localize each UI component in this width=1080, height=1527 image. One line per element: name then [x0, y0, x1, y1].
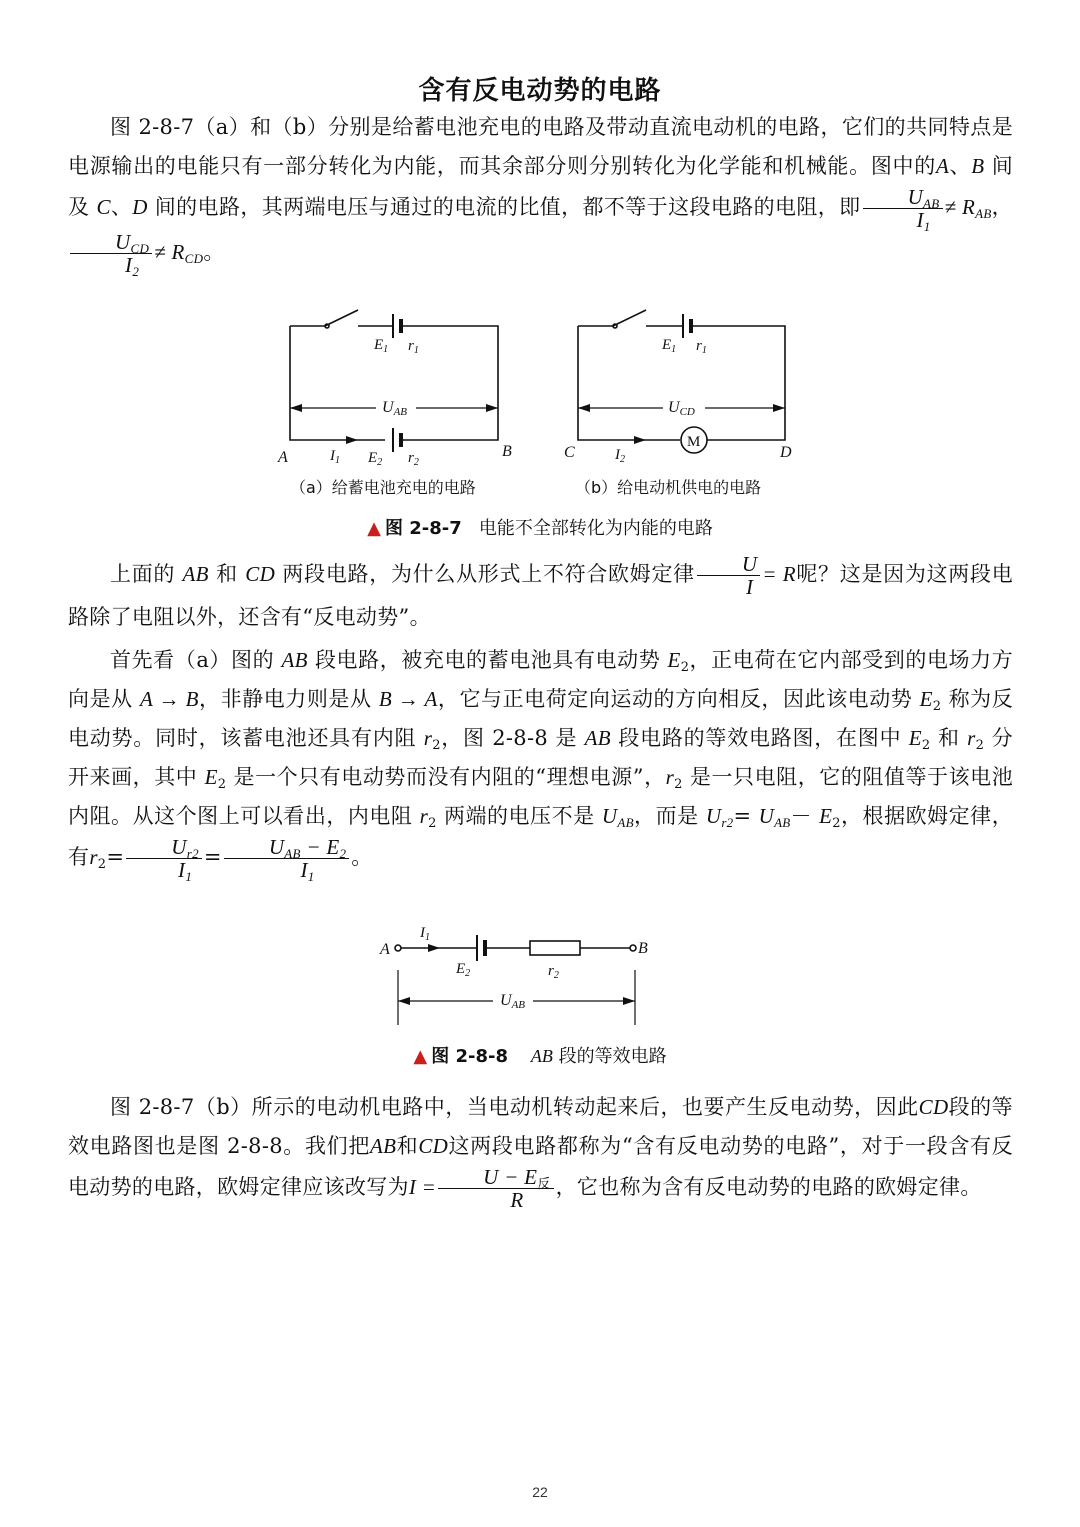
fig1a-E2: $E_2$ [368, 450, 383, 468]
fig1a-I1: $I_1$ [330, 448, 340, 466]
motor-label: M [687, 434, 701, 450]
paragraph-4: 图 2-8-7（b）所示的电动机电路中，当电动机转动起来后，也要产生反电动势，因此CD段的等效电路图也是图 2-8-8。我们把AB和CD这两段电路都称为“含有反电动势的电路”，对于一段含有反电动势的电路，欧姆定律应该改写为I = $\frac{U - E_反}{R}$ ，它也称为含有反电动势的电路的欧姆定律。 [68, 1095, 1013, 1212]
fig1b-I2: $I_2$ [615, 447, 625, 465]
fig1a-U: UAB [382, 399, 408, 418]
neq-rcd: ≠ R [154, 240, 185, 264]
fig2-E2: $E_2$ [456, 961, 471, 979]
fig1a-A: A [278, 449, 288, 466]
fig2-A: A [380, 941, 390, 958]
para1-text-b: 间的电路，其两端电压与通过的电流的比值，都不等于这段电路的电阻，即 [147, 195, 861, 219]
sep: 、 [949, 154, 972, 178]
fig1b-E1: $E_1$ [662, 337, 677, 355]
fig1b-D: D [780, 444, 792, 461]
page-number: 22 [532, 1484, 548, 1500]
fig1a-r1: $r_1$ [408, 338, 419, 356]
paragraph-3: 首先看（a）图的 AB 段电路，被充电的蓄电池具有电动势 $E_2$，正电荷在它内部受到的电场力方向是从 A → B，非静电力则是从 B → A，它与正电荷定向运动的方向相反，因此该电动势 $E_2$ 称为反电动势。同时，该蓄电池还具有内阻 $r_2$，图 2-8-8 是 AB 段电路的等效电路图，在图中 $E_2$ 和 $r_2$ 分开来画，其中 $E_2$ 是一个只有电动势而没有内阻的“理想电源”，$r_2$ 是一只电阻，它的阻值等于该电池内阻。从这个图上可以看出，内电阻 $r_2$ 两端的电压不是 $U_{AB}$，而是 $U_{r2}= U_{AB}- E_2$，根据欧姆定律，有$r_2=$ $\frac{U_{r2}}{I_1}$ = $\frac{U_{AB} - E_2}{I_1}$ 。 [68, 648, 1014, 884]
para1-mid: 间及 [68, 154, 1014, 219]
figure-2-8-7 [270, 300, 810, 510]
fraction-u-e-r: $\frac{U - E_反}{R}$ [438, 1166, 553, 1211]
label-C: C [96, 195, 111, 219]
fig1a-B: B [502, 443, 512, 460]
current-arrow-a [346, 436, 358, 444]
figure-2-8-8-caption: ▲ 图 2-8-8 AB 段的等效电路 [413, 1046, 667, 1067]
fraction-ucd-i2: $\frac{U_{CD}}{I_2}$ [70, 231, 152, 276]
fraction-ur2-i1: $\frac{U_{r2}}{I_1}$ [126, 836, 202, 881]
fig1a-r2: $r_2$ [408, 450, 419, 468]
fig2-B: B [638, 940, 648, 957]
current-arrow-2 [428, 944, 440, 952]
fraction-u-i: $\frac{U}{I}$ [697, 553, 760, 598]
fig1b-r1: $r_1$ [696, 338, 707, 356]
switch-b [613, 310, 646, 326]
fig1b-U: UCD [668, 399, 695, 418]
fraction-uab-e2-i1: $\frac{U_{AB} - E_2}{I_1}$ [224, 836, 349, 881]
triangle-icon: ▲ [413, 1046, 428, 1067]
resistor-r2 [530, 941, 580, 955]
para1-text-a: 图 2-8-7（a）和（b）分别是给蓄电池充电的电路及带动直流电动机的电路，它们的共同特点是电源输出的电能只有一部分转化为内能，而其余部分则分别转化为化学能和机械能。图中的 [68, 115, 1013, 178]
neq-rab: ≠ R [944, 195, 976, 219]
figure-2-8-8 [370, 915, 680, 1030]
label-D: D [132, 195, 148, 219]
fig2-U: UAB [500, 992, 526, 1011]
fraction-uab-i1: $\frac{U_{AB}}{I_1}$ [863, 186, 943, 231]
figure-2-8-7-caption: ▲ 图 2-8-7 电能不全部转化为内能的电路 [367, 518, 713, 539]
fig2-r2: $r_2$ [548, 963, 559, 981]
label-B: B [971, 154, 985, 178]
fig2-I1: $I_1$ [420, 925, 430, 943]
switch-a [325, 310, 358, 326]
paragraph-2: 上面的 AB 和 CD 两段电路，为什么从形式上不符合欧姆定律 $\frac{U}{I}$ = R呢？这是因为这两段电路除了电阻以外，还含有“反电动势”。 [68, 552, 1014, 629]
triangle-icon: ▲ [367, 518, 381, 539]
wire-a [290, 326, 385, 440]
page-title: 含有反电动势的电路 [418, 76, 662, 106]
fig1a-caption: （a）给蓄电池充电的电路 [290, 478, 476, 497]
fig1b-C: C [564, 444, 575, 461]
current-arrow-b [634, 436, 646, 444]
fig1a-E1: $E_1$ [374, 337, 389, 355]
label-A: A [935, 154, 950, 178]
sep: 、 [110, 195, 133, 219]
fig1b-caption: （b）给电动机供电的电路 [575, 478, 762, 497]
paragraph-1: 图 2-8-7（a）和（b）分别是给蓄电池充电的电路及带动直流电动机的电路，它们的共同特点是电源输出的电能只有一部分转化为内能，而其余部分则分别转化为化学能和机械能。图中的A、B 间及 C、D 间的电路，其两端电压与通过的电流的比值，都不等于这段电路的电阻，即 $\frac{U_{AB}}{I_1}$ ≠ $R_{AB}$， $\frac{U_{CD}}{I_2}$ ≠ $R_{CD}$。 [68, 115, 1014, 279]
